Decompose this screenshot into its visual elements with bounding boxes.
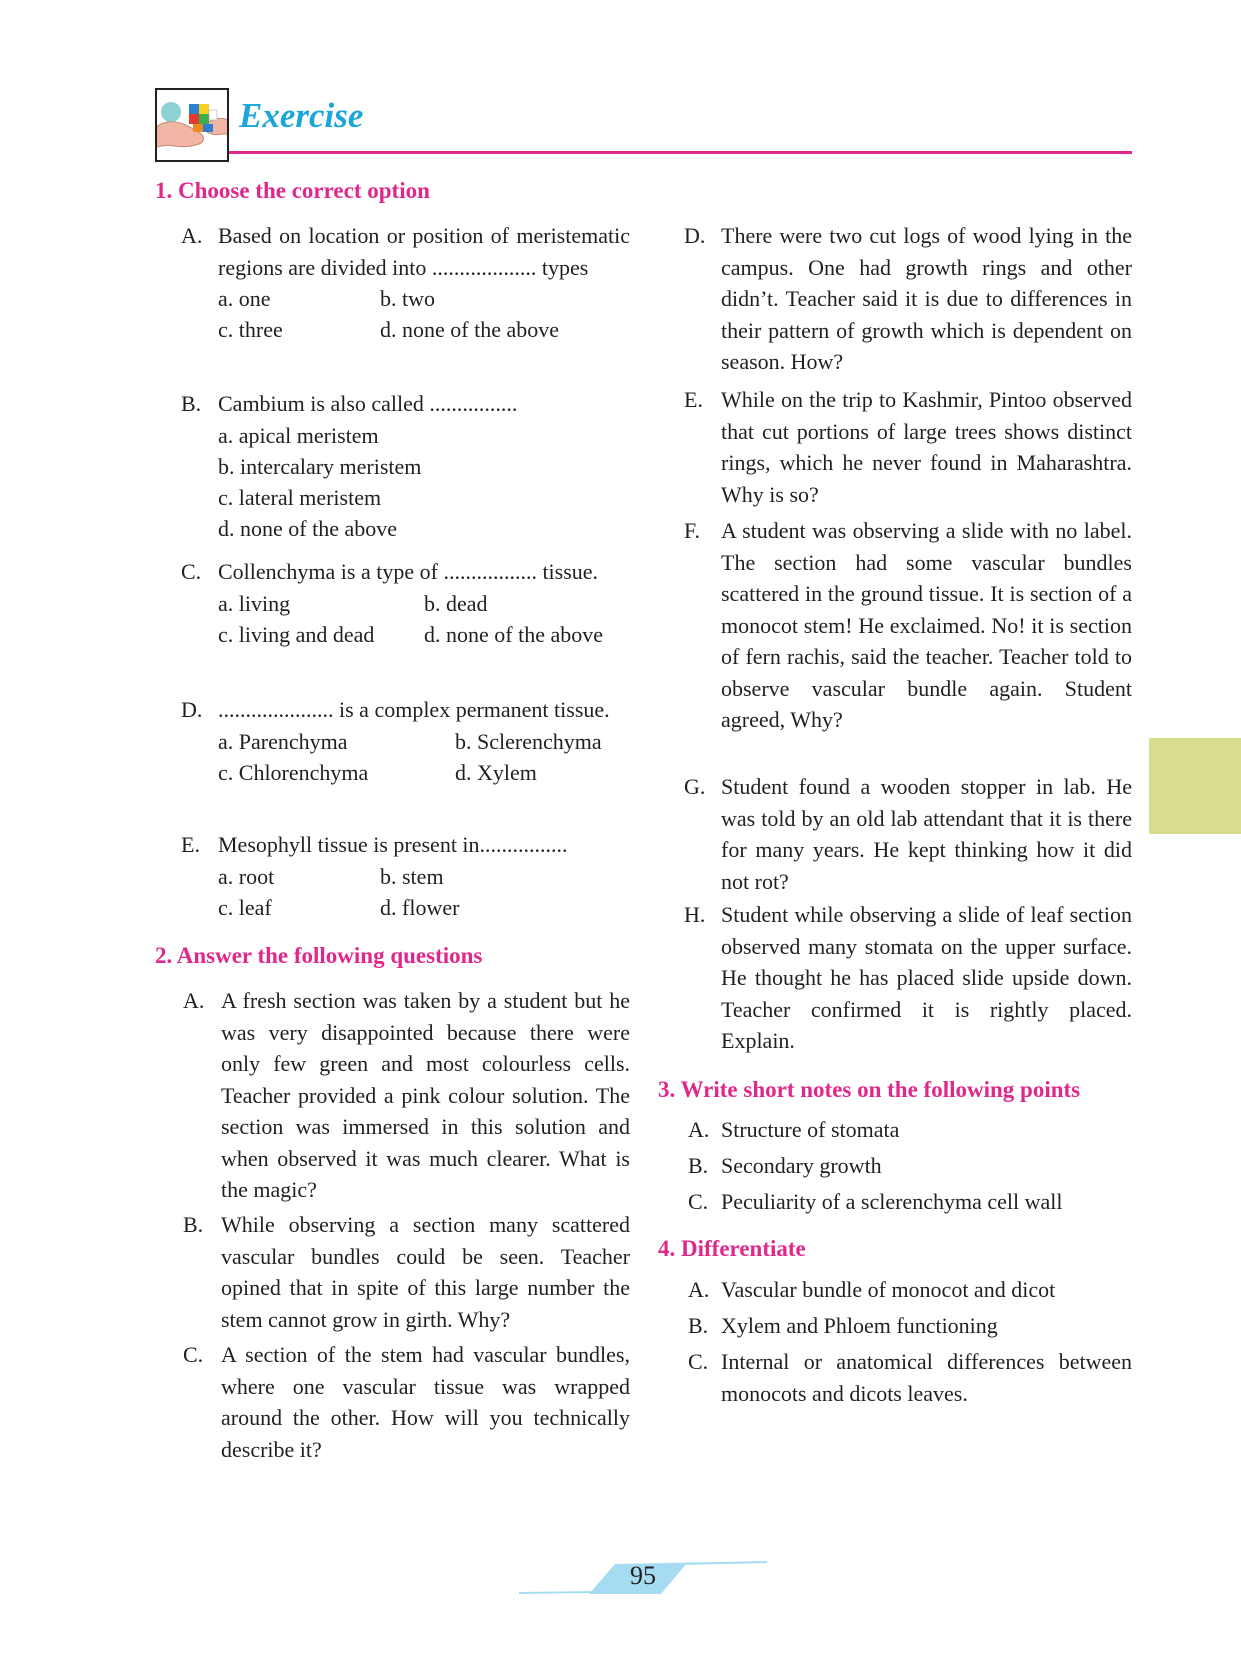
question-label: D.	[181, 697, 203, 722]
item-text: Vascular bundle of monocot and dicot	[721, 1277, 1056, 1302]
question	[684, 384, 1132, 510]
mcq-question	[181, 220, 630, 345]
exercise-icon	[155, 88, 229, 162]
question-label: B.	[183, 1212, 204, 1237]
list-item	[688, 1274, 1132, 1306]
mcq-question	[181, 556, 630, 650]
question-text: Student found a wooden stopper in lab. He was told by an old lab attendant that it is there for many years. He kept thinking how it did not rot?	[721, 774, 1132, 894]
item-label: C.	[688, 1189, 709, 1214]
mcq-question	[181, 694, 630, 788]
question-label: E.	[684, 387, 703, 412]
question-text: Cambium is also called ................	[218, 391, 518, 416]
option: c. three	[218, 317, 283, 342]
item-label: B.	[688, 1153, 709, 1178]
mcq-question	[181, 829, 630, 923]
option: d. none of the above	[218, 515, 397, 541]
question	[684, 220, 1132, 378]
page-number-badge	[519, 1556, 767, 1596]
page-number: 95	[630, 1561, 656, 1590]
item-text: Secondary growth	[721, 1153, 882, 1178]
item-label: A.	[688, 1117, 710, 1142]
option-list	[218, 588, 630, 650]
question	[684, 515, 1132, 736]
item-text: Internal or anatomical differences between monocots and dicots leaves.	[721, 1349, 1132, 1406]
option: b. stem	[380, 863, 444, 889]
item-text: Xylem and Phloem functioning	[721, 1313, 998, 1338]
question-text: A fresh section was taken by a student but he was very disappointed because there were only few green and most colourless cells. Teacher provided a pink colour solution. The section was immersed in this solution and when observed it was much clearer. What is the magic?	[221, 988, 630, 1202]
question-text: ..................... is a complex permanent tissue.	[218, 697, 610, 722]
option: d. flower	[380, 894, 460, 920]
item-label: B.	[688, 1313, 709, 1338]
option: b. Sclerenchyma	[455, 728, 602, 754]
option: a. one	[218, 286, 271, 311]
option: d. none of the above	[380, 317, 559, 342]
option: d. Xylem	[455, 759, 537, 785]
question-text: While on the trip to Kashmir, Pintoo observed that cut portions of large trees shows distinct rings, which he never found in Maharashtra. Why is so?	[721, 387, 1132, 507]
question-text: There were two cut logs of wood lying in the campus. One had growth rings and other didn’t. Teacher said it is due to differences in their pattern of growth which is dependent on season. How?	[721, 223, 1132, 374]
option: a. Parenchyma	[218, 728, 348, 754]
page-title: Exercise	[239, 96, 364, 135]
option-list	[218, 726, 630, 788]
header-divider	[229, 151, 1132, 154]
list-item	[688, 1346, 1132, 1409]
section-heading-choose: 1. Choose the correct option	[155, 178, 430, 203]
question-label: H.	[684, 902, 706, 927]
option: c. leaf	[218, 894, 272, 920]
question-label: D.	[684, 223, 706, 248]
option: a. living	[218, 590, 291, 616]
item-text: Peculiarity of a sclerenchyma cell wall	[721, 1189, 1063, 1214]
option-list	[218, 420, 630, 544]
option: c. lateral meristem	[218, 484, 382, 510]
question	[684, 771, 1132, 897]
question-text: Mesophyll tissue is present in................	[218, 832, 568, 857]
option-list	[218, 861, 630, 923]
option-list	[218, 283, 630, 345]
item-label: A.	[688, 1277, 710, 1302]
question-label: A.	[183, 988, 205, 1013]
option: a. apical meristem	[218, 422, 379, 448]
question-label: C.	[183, 1342, 204, 1367]
option: c. Chlorenchyma	[218, 759, 369, 785]
list-item	[688, 1150, 1132, 1182]
section-heading-answer: 2. Answer the following questions	[155, 943, 483, 968]
section-heading-differentiate: 4. Differentiate	[658, 1236, 806, 1261]
question	[183, 1209, 630, 1335]
question-text: Student while observing a slide of leaf section observed many stomata on the upper surface. He thought he has placed slide upside down. Teacher confirmed it is rightly placed. Explain.	[721, 902, 1132, 1053]
list-item	[688, 1186, 1132, 1218]
question-text: A student was observing a slide with no label. The section had some vascular bundles scattered in the ground tissue. It is section of a monocot stem! He exclaimed. No! it is section of fern rachis, said the teacher. Teacher told to observe vascular bundle again. Student agreed, Why?	[721, 518, 1132, 732]
question-label: C.	[181, 559, 202, 584]
list-item	[688, 1114, 1132, 1146]
question-text: While observing a section many scattered vascular bundles could be seen. Teacher opined that in spite of this large number the stem cannot grow in girth. Why?	[221, 1212, 630, 1332]
option: a. root	[218, 863, 275, 889]
question	[183, 1339, 630, 1465]
side-tab	[1149, 738, 1241, 834]
item-label: C.	[688, 1349, 709, 1374]
question	[684, 899, 1132, 1057]
option: c. living and dead	[218, 621, 375, 647]
question-text: Based on location or position of meristematic regions are divided into ................... types	[218, 223, 630, 280]
question	[183, 985, 630, 1206]
question-label: G.	[684, 774, 706, 799]
list-item	[688, 1310, 1132, 1342]
option: b. intercalary meristem	[218, 453, 422, 479]
question-label: A.	[181, 223, 203, 248]
item-text: Structure of stomata	[721, 1117, 900, 1142]
question-text: Collenchyma is a type of ................. tissue.	[218, 559, 599, 584]
mcq-question	[181, 388, 630, 544]
section-heading-short-notes: 3. Write short notes on the following points	[658, 1077, 1081, 1102]
option: d. none of the above	[424, 621, 603, 647]
question-label: B.	[181, 391, 202, 416]
question-text: A section of the stem had vascular bundles, where one vascular tissue was wrapped around the other. How will you technically describe it?	[221, 1342, 630, 1462]
question-label: F.	[684, 518, 700, 543]
option: b. two	[380, 286, 435, 311]
option: b. dead	[424, 590, 488, 616]
question-label: E.	[181, 832, 200, 857]
